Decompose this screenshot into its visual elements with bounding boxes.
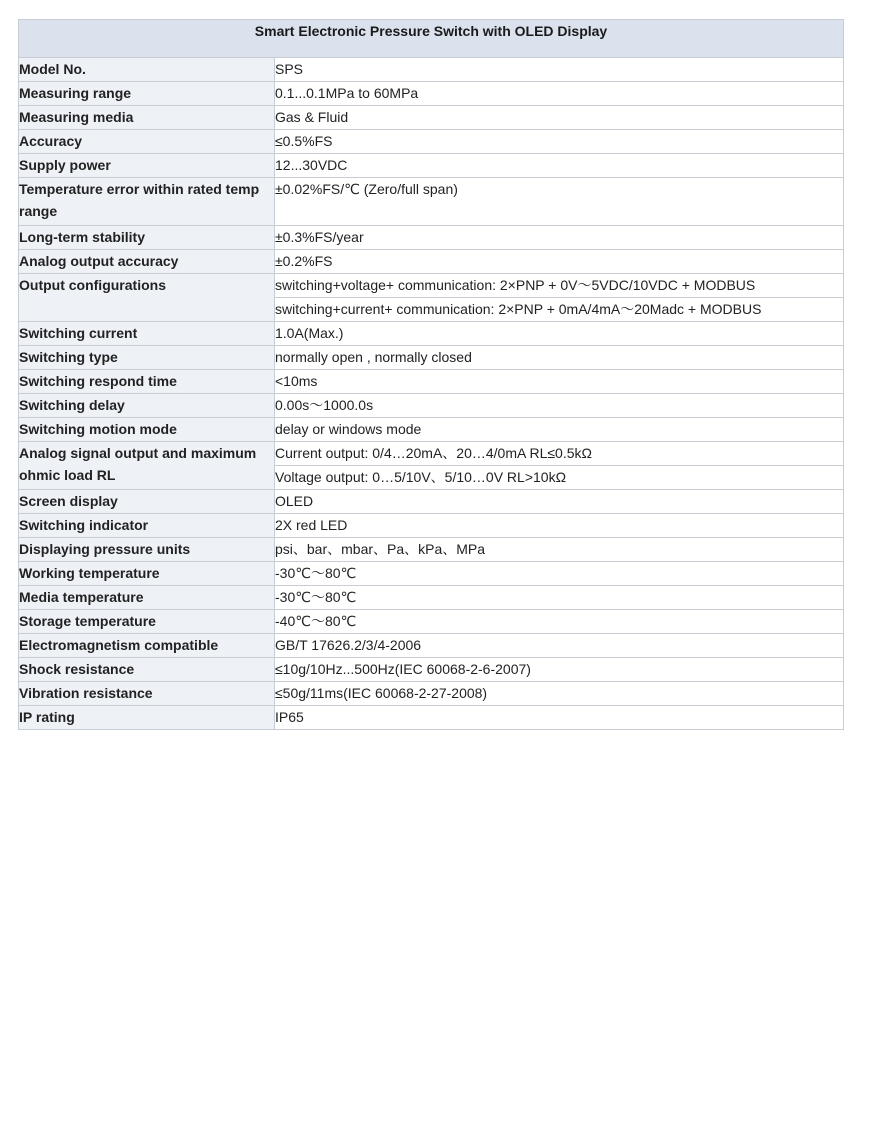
spec-value: ≤10g/10Hz...500Hz(IEC 60068-2-6-2007) bbox=[275, 658, 844, 682]
spec-label: Long-term stability bbox=[19, 226, 275, 250]
table-row bbox=[19, 682, 844, 706]
table-row bbox=[19, 130, 844, 154]
spec-value: GB/T 17626.2/3/4-2006 bbox=[275, 634, 844, 658]
table-row bbox=[19, 490, 844, 514]
spec-value: normally open , normally closed bbox=[275, 346, 844, 370]
spec-value: Gas & Fluid bbox=[275, 106, 844, 130]
spec-label: Electromagnetism compatible bbox=[19, 634, 275, 658]
table-row bbox=[19, 154, 844, 178]
spec-label: Storage temperature bbox=[19, 610, 275, 634]
spec-label: Shock resistance bbox=[19, 658, 275, 682]
spec-label: Switching respond time bbox=[19, 370, 275, 394]
spec-value: Current output: 0/4…20mA、20…4/0mA RL≤0.5kΩ bbox=[275, 442, 844, 466]
table-row bbox=[19, 322, 844, 346]
table-row bbox=[19, 586, 844, 610]
spec-label: Analog signal output and maximum ohmic load RL bbox=[19, 442, 275, 490]
table-row bbox=[19, 442, 844, 466]
table-row bbox=[19, 418, 844, 442]
spec-value: ±0.2%FS bbox=[275, 250, 844, 274]
spec-label: Vibration resistance bbox=[19, 682, 275, 706]
spec-label: Media temperature bbox=[19, 586, 275, 610]
spec-label: Working temperature bbox=[19, 562, 275, 586]
spec-value: ±0.02%FS/℃ (Zero/full span) bbox=[275, 178, 844, 226]
title-row bbox=[19, 20, 844, 58]
spec-value: delay or windows mode bbox=[275, 418, 844, 442]
spec-value: psi、bar、mbar、Pa、kPa、MPa bbox=[275, 538, 844, 562]
spec-value: <10ms bbox=[275, 370, 844, 394]
spec-label: Switching current bbox=[19, 322, 275, 346]
spec-label: Switching motion mode bbox=[19, 418, 275, 442]
spec-value: 12...30VDC bbox=[275, 154, 844, 178]
table-row bbox=[19, 562, 844, 586]
spec-label: Switching delay bbox=[19, 394, 275, 418]
spec-value: -30℃～80℃ bbox=[275, 586, 844, 610]
spec-value: ≤50g/11ms(IEC 60068-2-27-2008) bbox=[275, 682, 844, 706]
table-row bbox=[19, 178, 844, 226]
spec-label: Accuracy bbox=[19, 130, 275, 154]
spec-value: switching+current+ communication: 2×PNP + 0mA/4mA～20Madc + MODBUS bbox=[275, 298, 844, 322]
table-row bbox=[19, 610, 844, 634]
spec-value: 1.0A(Max.) bbox=[275, 322, 844, 346]
spec-label: IP rating bbox=[19, 706, 275, 730]
spec-value: 0.00s～1000.0s bbox=[275, 394, 844, 418]
spec-label: Switching type bbox=[19, 346, 275, 370]
spec-label: Analog output accuracy bbox=[19, 250, 275, 274]
spec-value: ≤0.5%FS bbox=[275, 130, 844, 154]
spec-label: Displaying pressure units bbox=[19, 538, 275, 562]
spec-value: switching+voltage+ communication: 2×PNP + 0V～5VDC/10VDC + MODBUS bbox=[275, 274, 844, 298]
table-row bbox=[19, 226, 844, 250]
table-row bbox=[19, 274, 844, 298]
table-row bbox=[19, 370, 844, 394]
spec-value: -40℃～80℃ bbox=[275, 610, 844, 634]
spec-label: Measuring media bbox=[19, 106, 275, 130]
spec-value: OLED bbox=[275, 490, 844, 514]
spec-label: Output configurations bbox=[19, 274, 275, 322]
table-row bbox=[19, 250, 844, 274]
spec-value: -30℃～80℃ bbox=[275, 562, 844, 586]
spec-label: Screen display bbox=[19, 490, 275, 514]
spec-label: Measuring range bbox=[19, 82, 275, 106]
spec-label: Switching indicator bbox=[19, 514, 275, 538]
table-row bbox=[19, 346, 844, 370]
spec-value: SPS bbox=[275, 58, 844, 82]
spec-value: Voltage output: 0…5/10V、5/10…0V RL>10kΩ bbox=[275, 466, 844, 490]
table-title: Smart Electronic Pressure Switch with OLED Display bbox=[19, 20, 844, 58]
table-row bbox=[19, 82, 844, 106]
spec-label: Temperature error within rated temp range bbox=[19, 178, 275, 226]
table-row bbox=[19, 538, 844, 562]
spec-value: IP65 bbox=[275, 706, 844, 730]
table-row bbox=[19, 634, 844, 658]
spec-table bbox=[18, 19, 844, 730]
table-row bbox=[19, 658, 844, 682]
table-row bbox=[19, 58, 844, 82]
table-row bbox=[19, 706, 844, 730]
spec-table-body bbox=[19, 20, 844, 730]
table-row bbox=[19, 394, 844, 418]
spec-value: 0.1...0.1MPa to 60MPa bbox=[275, 82, 844, 106]
spec-value: 2X red LED bbox=[275, 514, 844, 538]
spec-label: Supply power bbox=[19, 154, 275, 178]
table-row bbox=[19, 514, 844, 538]
table-row bbox=[19, 106, 844, 130]
spec-value: ±0.3%FS/year bbox=[275, 226, 844, 250]
spec-label: Model No. bbox=[19, 58, 275, 82]
